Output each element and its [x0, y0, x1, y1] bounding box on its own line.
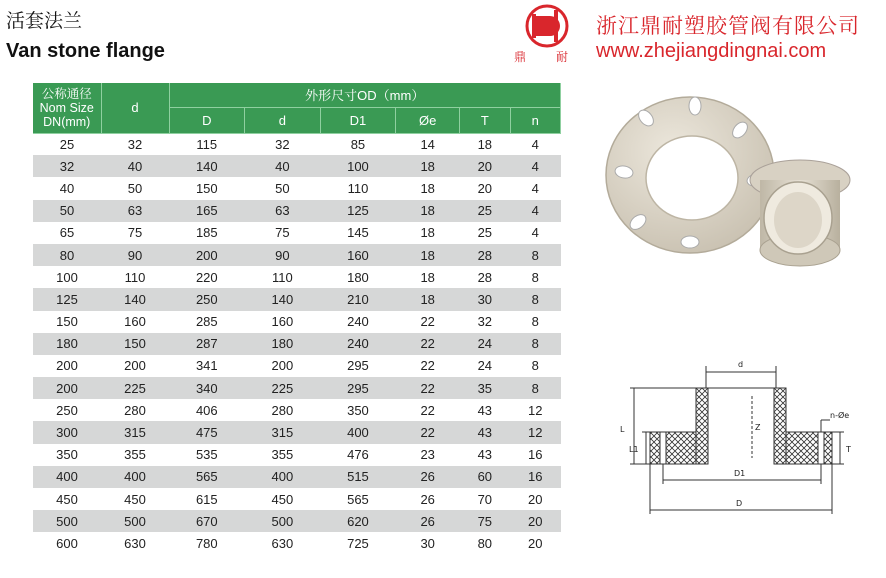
table-cell: 4	[510, 200, 561, 222]
table-cell: 75	[101, 222, 169, 244]
table-cell: 500	[33, 510, 101, 532]
table-cell: 355	[101, 444, 169, 466]
table-cell: 28	[460, 244, 510, 266]
table-cell: 8	[510, 311, 561, 333]
table-cell: 185	[169, 222, 245, 244]
table-row	[33, 244, 561, 266]
table-cell: 70	[460, 488, 510, 510]
table-cell: 670	[169, 510, 245, 532]
sub-header: n	[510, 107, 561, 133]
table-cell: 50	[101, 177, 169, 199]
table-row	[33, 288, 561, 310]
table-cell: 200	[101, 355, 169, 377]
table-cell: 180	[33, 333, 101, 355]
table-cell: 220	[169, 266, 245, 288]
table-cell: 400	[320, 421, 396, 443]
dim-label-ne: n-Øe	[830, 411, 850, 420]
company-name: 浙江鼎耐塑胶管阀有限公司	[596, 14, 860, 38]
table-cell: 60	[460, 466, 510, 488]
table-cell: 14	[396, 133, 460, 155]
table-cell: 40	[101, 155, 169, 177]
table-cell: 75	[460, 510, 510, 532]
table-cell: 476	[320, 444, 396, 466]
table-cell: 160	[245, 311, 321, 333]
dim-label-L: L	[620, 425, 625, 434]
table-cell: 26	[396, 510, 460, 532]
table-cell: 25	[33, 133, 101, 155]
table-cell: 200	[33, 355, 101, 377]
table-cell: 12	[510, 421, 561, 443]
table-cell: 725	[320, 532, 396, 554]
table-cell: 16	[510, 444, 561, 466]
table-cell: 500	[101, 510, 169, 532]
table-cell: 22	[396, 355, 460, 377]
table-cell: 200	[33, 377, 101, 399]
table-cell: 18	[396, 200, 460, 222]
table-cell: 18	[396, 266, 460, 288]
flange-ring	[606, 97, 774, 253]
table-row	[33, 133, 561, 155]
table-row	[33, 266, 561, 288]
col-header-nom-cn: 公称通径	[41, 86, 92, 101]
table-cell: 30	[460, 288, 510, 310]
sub-header: D	[169, 107, 245, 133]
table-cell: 355	[245, 444, 321, 466]
table-cell: 24	[460, 355, 510, 377]
table-cell: 50	[245, 177, 321, 199]
table-cell: 40	[33, 177, 101, 199]
table-row	[33, 532, 561, 554]
table-cell: 18	[396, 155, 460, 177]
dim-label-D1: D1	[734, 469, 746, 478]
table-cell: 43	[460, 444, 510, 466]
table-cell: 450	[245, 488, 321, 510]
table-cell: 63	[245, 200, 321, 222]
table-cell: 287	[169, 333, 245, 355]
table-cell: 4	[510, 133, 561, 155]
table-row	[33, 510, 561, 532]
table-cell: 20	[460, 177, 510, 199]
table-row	[33, 200, 561, 222]
table-row	[33, 399, 561, 421]
table-cell: 150	[169, 177, 245, 199]
table-cell: 295	[320, 355, 396, 377]
logo-char-nai: 耐	[556, 50, 569, 64]
table-cell: 40	[245, 155, 321, 177]
table-cell: 22	[396, 311, 460, 333]
table-cell: 18	[460, 133, 510, 155]
table-cell: 4	[510, 222, 561, 244]
table-row	[33, 377, 561, 399]
table-cell: 100	[33, 266, 101, 288]
table-cell: 25	[460, 200, 510, 222]
table-cell: 565	[169, 466, 245, 488]
table-row	[33, 355, 561, 377]
table-cell: 160	[101, 311, 169, 333]
table-cell: 8	[510, 244, 561, 266]
table-cell: 180	[320, 266, 396, 288]
table-cell: 23	[396, 444, 460, 466]
table-row	[33, 155, 561, 177]
col-header-nom-dn: DN(mm)	[43, 114, 91, 129]
table-cell: 16	[510, 466, 561, 488]
table-cell: 35	[460, 377, 510, 399]
table-cell: 400	[33, 466, 101, 488]
table-cell: 280	[101, 399, 169, 421]
table-cell: 240	[320, 333, 396, 355]
product-photo	[600, 80, 860, 270]
table-cell: 43	[460, 421, 510, 443]
table-row	[33, 488, 561, 510]
table-cell: 8	[510, 266, 561, 288]
table-cell: 475	[169, 421, 245, 443]
table-cell: 32	[460, 311, 510, 333]
table-cell: 160	[320, 244, 396, 266]
col-header-nom-en: Nom Size	[39, 100, 94, 115]
table-cell: 8	[510, 355, 561, 377]
table-row	[33, 311, 561, 333]
table-cell: 340	[169, 377, 245, 399]
table-cell: 8	[510, 333, 561, 355]
table-cell: 90	[101, 244, 169, 266]
table-cell: 4	[510, 155, 561, 177]
table-cell: 50	[33, 200, 101, 222]
table-cell: 341	[169, 355, 245, 377]
table-cell: 85	[320, 133, 396, 155]
table-cell: 285	[169, 311, 245, 333]
table-cell: 250	[169, 288, 245, 310]
spec-table	[33, 83, 561, 555]
table-cell: 26	[396, 466, 460, 488]
sub-header: d	[245, 107, 321, 133]
table-row	[33, 222, 561, 244]
table-cell: 615	[169, 488, 245, 510]
table-cell: 22	[396, 377, 460, 399]
table-cell: 18	[396, 244, 460, 266]
table-cell: 500	[245, 510, 321, 532]
table-cell: 210	[320, 288, 396, 310]
table-cell: 315	[245, 421, 321, 443]
technical-drawing	[612, 352, 878, 524]
table-cell: 225	[245, 377, 321, 399]
table-cell: 110	[245, 266, 321, 288]
table-cell: 25	[460, 222, 510, 244]
table-cell: 150	[33, 311, 101, 333]
table-cell: 65	[33, 222, 101, 244]
table-cell: 565	[320, 488, 396, 510]
table-cell: 250	[33, 399, 101, 421]
table-cell: 140	[101, 288, 169, 310]
table-cell: 20	[510, 532, 561, 554]
table-cell: 620	[320, 510, 396, 532]
table-cell: 12	[510, 399, 561, 421]
stub-end	[750, 160, 850, 266]
table-cell: 200	[169, 244, 245, 266]
table-cell: 100	[320, 155, 396, 177]
table-cell: 26	[396, 488, 460, 510]
table-cell: 125	[320, 200, 396, 222]
table-cell: 4	[510, 177, 561, 199]
col-header-d: d	[101, 83, 169, 133]
table-cell: 630	[245, 532, 321, 554]
table-cell: 300	[33, 421, 101, 443]
table-cell: 8	[510, 288, 561, 310]
table-cell: 240	[320, 311, 396, 333]
table-cell: 280	[245, 399, 321, 421]
company-website[interactable]: www.zhejiangdingnai.com	[596, 40, 827, 62]
table-cell: 400	[101, 466, 169, 488]
table-cell: 20	[460, 155, 510, 177]
table-cell: 140	[245, 288, 321, 310]
dim-label-L1: L1	[629, 445, 639, 454]
table-cell: 80	[460, 532, 510, 554]
table-row	[33, 333, 561, 355]
table-row	[33, 177, 561, 199]
table-cell: 22	[396, 421, 460, 443]
table-cell: 450	[101, 488, 169, 510]
table-cell: 18	[396, 288, 460, 310]
table-cell: 32	[101, 133, 169, 155]
table-cell: 125	[33, 288, 101, 310]
table-cell: 515	[320, 466, 396, 488]
table-cell: 145	[320, 222, 396, 244]
table-row	[33, 421, 561, 443]
table-cell: 350	[320, 399, 396, 421]
dim-label-Z: Z	[755, 423, 761, 432]
table-cell: 225	[101, 377, 169, 399]
logo-char-ding: 鼎	[514, 50, 527, 64]
table-cell: 63	[101, 200, 169, 222]
table-cell: 535	[169, 444, 245, 466]
table-cell: 115	[169, 133, 245, 155]
table-cell: 780	[169, 532, 245, 554]
table-cell: 600	[33, 532, 101, 554]
table-cell: 450	[33, 488, 101, 510]
table-cell: 22	[396, 333, 460, 355]
page-title-en: Van stone flange	[6, 40, 165, 62]
table-cell: 32	[33, 155, 101, 177]
table-cell: 28	[460, 266, 510, 288]
table-cell: 43	[460, 399, 510, 421]
col-header-nom-size	[33, 83, 101, 133]
dim-label-d: d	[738, 360, 744, 369]
table-row	[33, 466, 561, 488]
table-cell: 350	[33, 444, 101, 466]
sub-header: D1	[320, 107, 396, 133]
table-cell: 90	[245, 244, 321, 266]
table-cell: 20	[510, 510, 561, 532]
dim-label-T: T	[846, 445, 851, 454]
dim-label-D: D	[736, 499, 743, 508]
table-cell: 110	[320, 177, 396, 199]
table-cell: 315	[101, 421, 169, 443]
table-cell: 180	[245, 333, 321, 355]
table-cell: 165	[169, 200, 245, 222]
table-cell: 20	[510, 488, 561, 510]
col-header-od: 外形尺寸OD（mm）	[169, 83, 561, 107]
table-cell: 630	[101, 532, 169, 554]
table-cell: 295	[320, 377, 396, 399]
table-cell: 75	[245, 222, 321, 244]
table-cell: 18	[396, 177, 460, 199]
table-cell: 18	[396, 222, 460, 244]
table-row	[33, 444, 561, 466]
table-cell: 406	[169, 399, 245, 421]
table-cell: 200	[245, 355, 321, 377]
table-cell: 400	[245, 466, 321, 488]
table-cell: 32	[245, 133, 321, 155]
table-cell: 30	[396, 532, 460, 554]
table-cell: 110	[101, 266, 169, 288]
table-cell: 8	[510, 377, 561, 399]
table-cell: 140	[169, 155, 245, 177]
sub-header: T	[460, 107, 510, 133]
table-cell: 24	[460, 333, 510, 355]
table-cell: 150	[101, 333, 169, 355]
table-cell: 22	[396, 399, 460, 421]
table-cell: 80	[33, 244, 101, 266]
page-title-cn: 活套法兰	[6, 10, 83, 32]
sub-header: Øe	[396, 107, 460, 133]
